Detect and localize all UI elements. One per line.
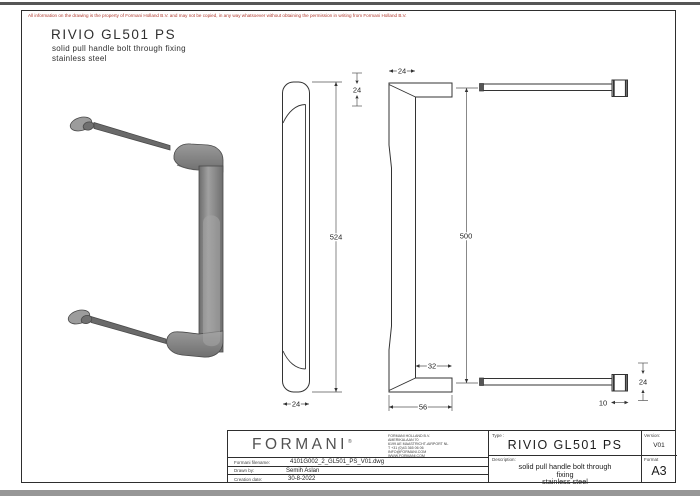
description-line2: fixing	[556, 469, 574, 479]
type-label: Type :	[492, 433, 505, 438]
drawn-by-value: Semih Aslan	[286, 467, 320, 474]
dim-foot-projection-label: 32	[427, 361, 437, 371]
dim-10-lines	[611, 401, 629, 404]
filename-value: 4101G002_2_GL501_PS_V01.dwg	[290, 459, 385, 465]
top-view-upper	[480, 80, 628, 97]
perspective-view	[67, 115, 223, 357]
description-label: Description:	[492, 457, 516, 462]
dim-grip-depth-label: 24	[397, 66, 407, 76]
dim-front-height-label: 524	[329, 232, 343, 242]
creation-date-label: Creation date:	[234, 476, 263, 482]
description-line3: stainless steel	[542, 477, 588, 486]
version-value: V01	[653, 442, 665, 449]
format-label: Format	[644, 457, 659, 462]
drawn-by-label: Drawn by:	[234, 468, 255, 473]
dim-total-depth-label: 56	[418, 402, 428, 412]
filename-label: Formani filename:	[234, 459, 271, 465]
top-fixing-bolt	[69, 115, 170, 150]
formani-logo: FORMANI®	[252, 436, 352, 453]
dim-fixing-centers-label: 500	[459, 231, 473, 241]
dim-end-block-width-label: 10	[598, 397, 608, 407]
side-view	[389, 83, 452, 392]
front-view	[283, 82, 310, 392]
title-block-row-line-4	[488, 455, 677, 456]
bottom-fixing-bolt	[67, 308, 166, 344]
description-line1: solid pull handle bolt through	[518, 461, 612, 471]
registered-mark: ®	[347, 438, 352, 445]
top-view-lower	[480, 375, 628, 392]
handle-3d-body	[167, 144, 223, 357]
title-block-row-line-3	[228, 474, 488, 475]
format-value: A3	[651, 464, 667, 478]
company-address: FORMANI HOLLAND B.V. AMERIKALAAN 70 6199 AE MAASTRICHT-AIRPORT NL T +31 (0)43 365 06 06 INFO@FORMANI.COM WWW.FORMANI.COM	[388, 434, 449, 458]
version-label: Version:	[644, 433, 661, 438]
drawing-title: RIVIO GL501 PS	[51, 27, 177, 42]
dim-end-block-height-label: 24	[638, 376, 648, 386]
copyright-disclaimer: All information on the drawing is the property of Formani Holland B.V. and may not be copied, in any way whatsoever without obtaining the permission in writing from Formani Holland B.V.	[28, 13, 407, 18]
title-block	[227, 430, 676, 486]
drawing-subtitle-line2: stainless steel	[52, 53, 107, 63]
dim-plate-thickness-label: 24	[352, 84, 362, 94]
title-block-row-line-2	[228, 466, 488, 467]
creation-date-value: 30-8-2022	[288, 476, 316, 482]
type-value: RIVIO GL501 PS	[507, 438, 623, 452]
dim-front-width-label: 24	[291, 399, 301, 409]
drawing-subtitle-line1: solid pull handle bolt through fixing	[52, 44, 186, 53]
